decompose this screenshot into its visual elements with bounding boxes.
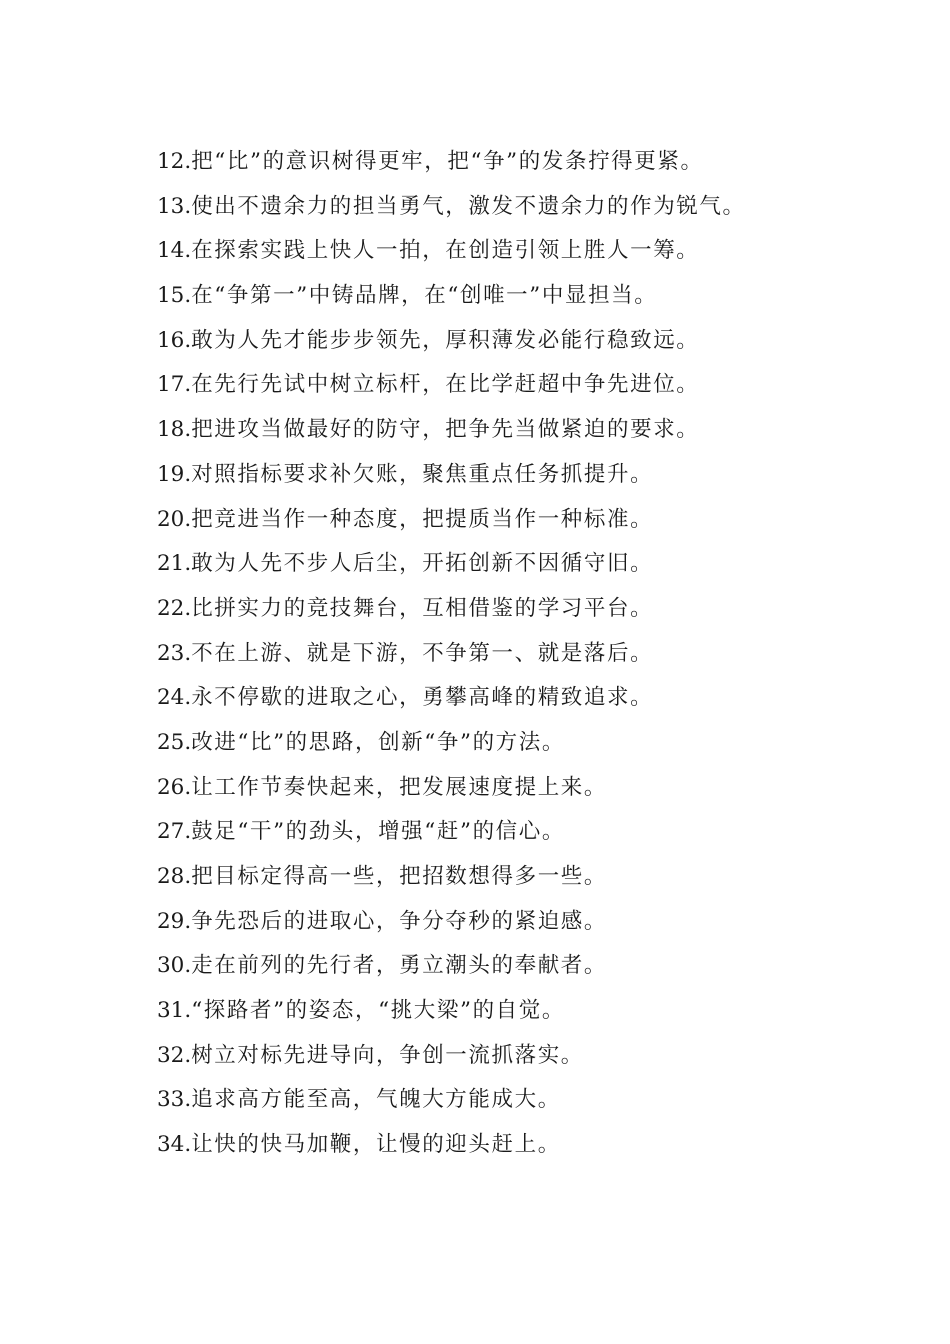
item-number: 12.: [157, 149, 192, 174]
item-number: 19.: [157, 461, 192, 487]
item-text: 争先恐后的进取心，争分夺秒的紧迫感。: [191, 908, 608, 934]
item-number: 25.: [157, 729, 192, 755]
list-item: [157, 632, 746, 677]
item-text: 敢为人先不步人后尘，开拓创新不因循守旧。: [191, 551, 654, 577]
list-item: [157, 1034, 746, 1079]
list-item: [157, 542, 746, 587]
item-number: 20.: [157, 506, 192, 532]
item-text: 树立对标先进导向，争创一流抓落实。: [191, 1042, 584, 1068]
item-text: 在探索实践上快人一拍，在创造引领上胜人一筹。: [191, 238, 700, 264]
item-text: 把目标定得高一些，把招数想得多一些。: [191, 864, 608, 889]
list-item: [157, 1123, 746, 1168]
item-text: 让工作节奏快起来，把发展速度提上来。: [191, 774, 608, 800]
item-number: 30.: [157, 953, 192, 979]
item-number: 13.: [157, 193, 192, 219]
item-number: 17.: [157, 372, 192, 398]
list-item: [157, 676, 746, 721]
slogan-list: [157, 140, 746, 1168]
list-item: [157, 185, 746, 230]
item-text: 把进攻当做最好的防守，把争先当做紧迫的要求。: [191, 417, 700, 443]
item-text: 把竞进当作一种态度，把提质当作一种标准。: [191, 506, 654, 532]
item-text: 对照指标要求补欠账，聚焦重点任务抓提升。: [191, 461, 654, 487]
item-text: 在“争第一”中铸品牌，在“创唯一”中显担当。: [191, 283, 658, 309]
list-item: [157, 363, 746, 408]
item-text: 敢为人先才能步步领先，厚积薄发必能行稳致远。: [191, 327, 700, 353]
item-text: 把“比”的意识树得更牢，把“争”的发条拧得更紧。: [191, 149, 704, 174]
list-item: [157, 408, 746, 453]
list-item: [157, 900, 746, 945]
item-number: 27.: [157, 819, 192, 845]
item-number: 33.: [157, 1087, 192, 1113]
item-text: 鼓足“干”的劲头，增强“赶”的信心。: [191, 819, 565, 845]
item-number: 18.: [157, 417, 192, 443]
item-text: 在先行先试中树立标杆，在比学赶超中争先进位。: [191, 372, 700, 398]
item-number: 28.: [157, 864, 192, 889]
item-text: 改进“比”的思路，创新“争”的方法。: [191, 729, 565, 755]
item-number: 23.: [157, 640, 192, 666]
item-number: 26.: [157, 774, 192, 800]
item-number: 16.: [157, 327, 192, 353]
list-item: [157, 944, 746, 989]
list-item: [157, 855, 746, 900]
list-item: [157, 989, 746, 1034]
item-text: 让快的快马加鞭，让慢的迎头赶上。: [191, 1132, 561, 1158]
item-number: 31.: [157, 998, 192, 1024]
list-item: [157, 498, 746, 543]
item-number: 29.: [157, 908, 192, 934]
list-item: [157, 274, 746, 319]
list-item: [157, 453, 746, 498]
item-text: 不在上游、就是下游，不争第一、就是落后。: [191, 640, 654, 666]
item-text: “探路者”的姿态，“挑大梁”的自觉。: [191, 998, 565, 1024]
item-number: 15.: [157, 283, 192, 309]
list-item: [157, 1078, 746, 1123]
list-item: [157, 721, 746, 766]
item-number: 24.: [157, 685, 192, 711]
item-number: 22.: [157, 595, 192, 621]
item-text: 比拼实力的竞技舞台，互相借鉴的学习平台。: [191, 595, 654, 621]
item-number: 21.: [157, 551, 192, 577]
list-item: [157, 319, 746, 364]
item-text: 使出不遗余力的担当勇气，激发不遗余力的作为锐气。: [191, 193, 746, 219]
item-text: 追求高方能至高，气魄大方能成大。: [191, 1087, 561, 1113]
item-number: 32.: [157, 1042, 192, 1068]
list-item: [157, 140, 746, 185]
list-item: [157, 766, 746, 811]
item-text: 永不停歇的进取之心，勇攀高峰的精致追求。: [191, 685, 654, 711]
list-item: [157, 810, 746, 855]
item-number: 34.: [157, 1132, 192, 1158]
item-text: 走在前列的先行者，勇立潮头的奉献者。: [191, 953, 608, 979]
item-number: 14.: [157, 238, 192, 264]
list-item: [157, 229, 746, 274]
list-item: [157, 587, 746, 632]
